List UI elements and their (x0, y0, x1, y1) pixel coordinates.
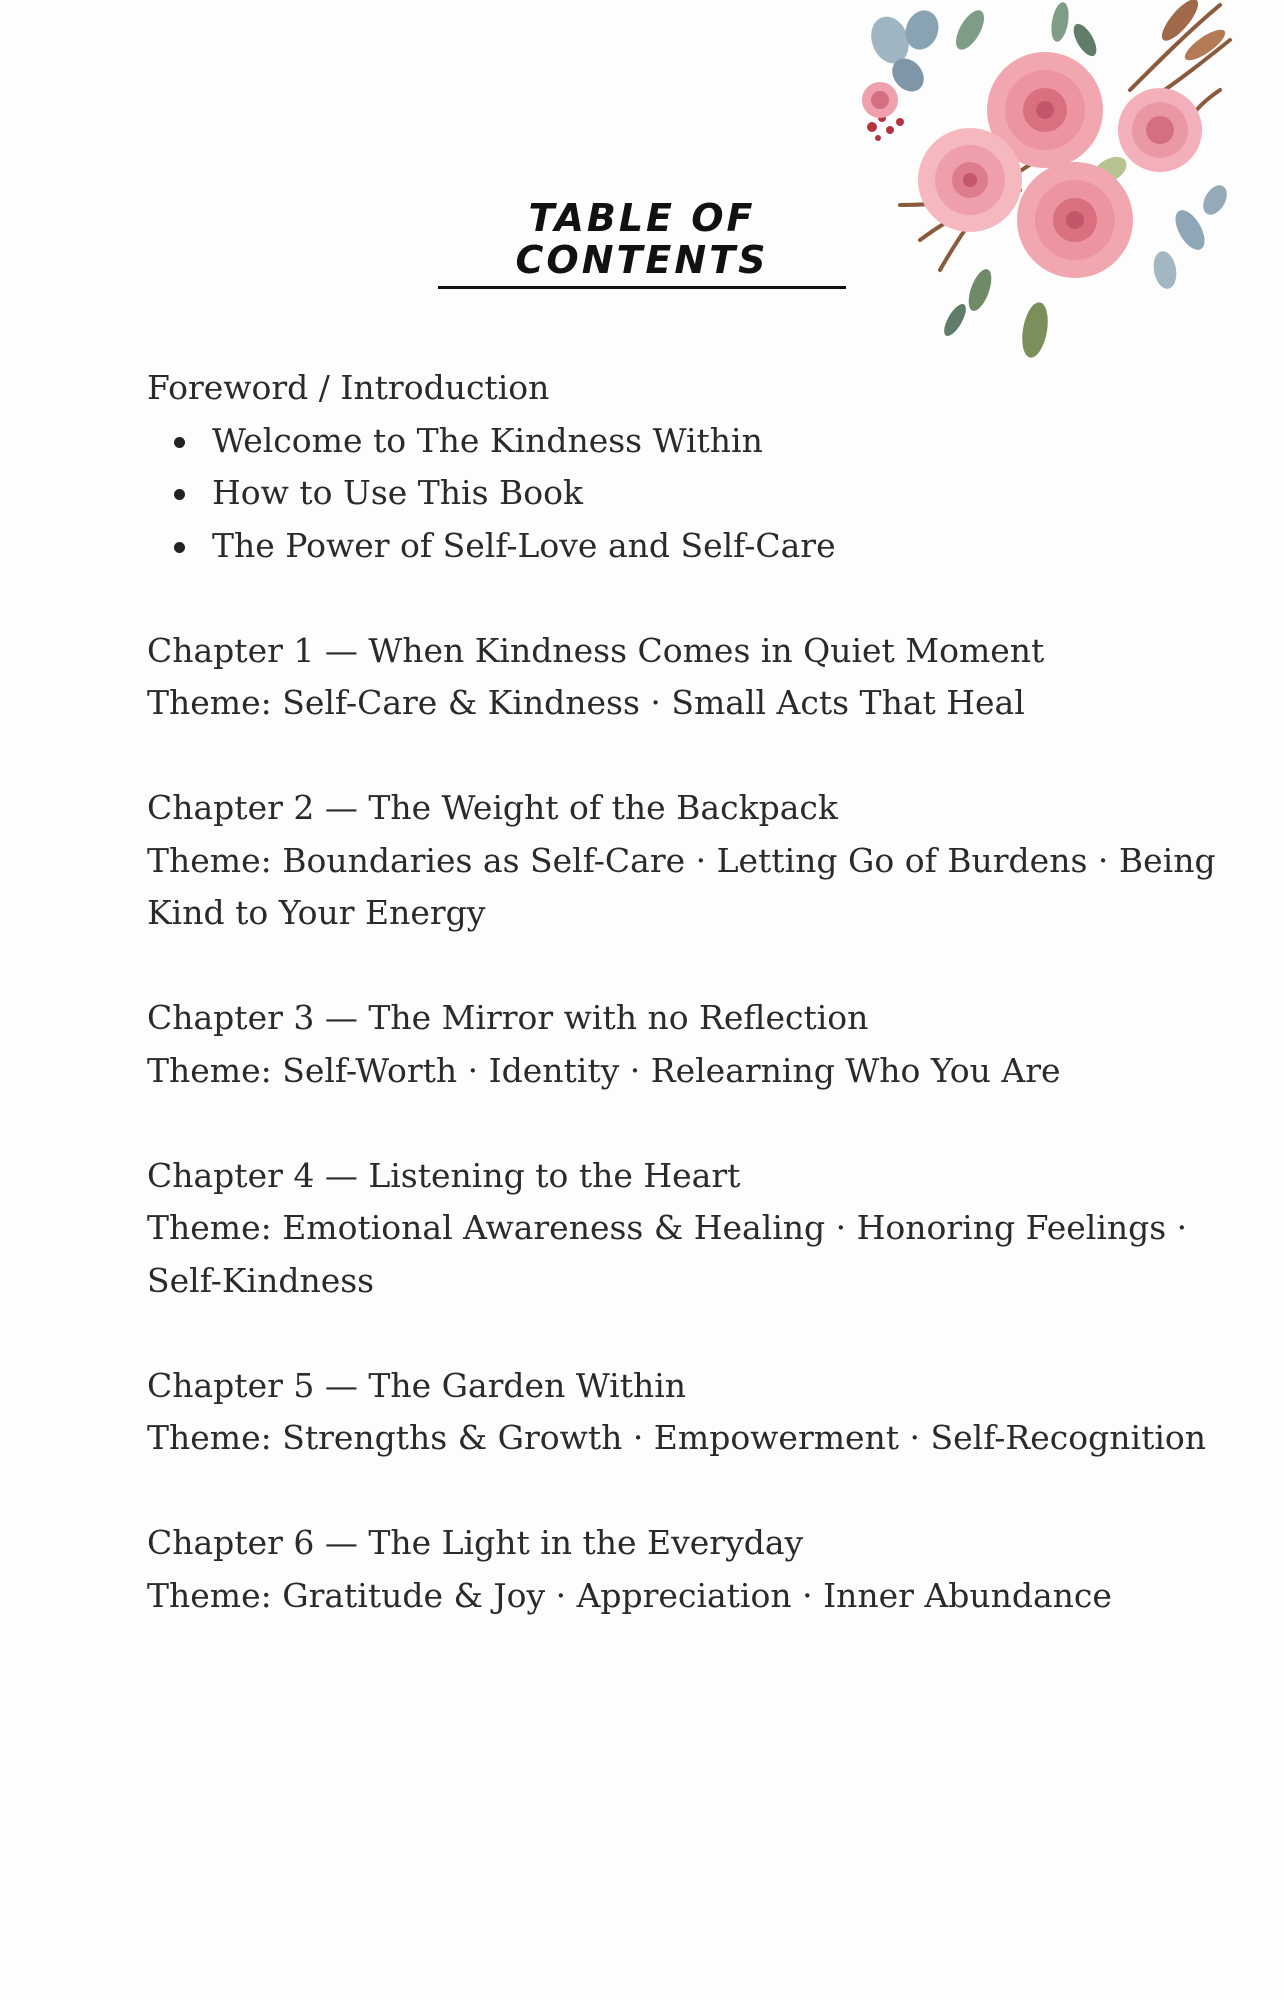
foreword-heading: Foreword / Introduction (147, 368, 550, 407)
chapter-theme-continued: Self-Kindness (147, 1260, 375, 1300)
list-item-label: The Power of Self-Love and Self-Care (212, 525, 836, 565)
spacer (147, 940, 1127, 993)
floral-bouquet-icon (860, 0, 1240, 390)
chapter-heading: Chapter 1 — When Kindness Comes in Quiet Moment (147, 630, 1045, 670)
foreword-section (147, 362, 1127, 572)
chapter-theme-continued: Kind to Your Energy (147, 893, 486, 932)
list-item-label: How to Use This Book (212, 473, 583, 512)
spacer (147, 1307, 1127, 1360)
chapter-theme: Theme: Boundaries as Self-Care · Letting Go of Burdens · Being (147, 840, 1216, 880)
bullet-icon (174, 489, 185, 500)
spacer (147, 1097, 1127, 1150)
chapter-1 (147, 625, 1127, 730)
berries (867, 114, 904, 141)
chapter-heading: Chapter 4 — Listening to the Heart (147, 1155, 741, 1195)
chapter-theme: Theme: Strengths & Growth · Empowerment · Self-Recognition (147, 1418, 1207, 1457)
chapter-theme: Theme: Gratitude & Joy · Appreciation · Inner Abundance (147, 1575, 1112, 1615)
chapter-6 (147, 1517, 1127, 1622)
chapter-theme: Theme: Self-Worth · Identity · Relearning Who You Are (147, 1050, 1061, 1090)
chapter-4 (147, 1150, 1188, 1308)
foreword-list (147, 415, 1127, 573)
bullet-icon (174, 542, 185, 553)
chapter-heading: Chapter 6 — The Light in the Everyday (147, 1523, 804, 1562)
chapter-heading: Chapter 3 — The Mirror with no Reflection (147, 998, 869, 1037)
spacer (147, 1465, 1127, 1518)
chapter-3 (147, 992, 1127, 1097)
toc-content (147, 362, 1216, 1622)
page-title: TABLE OF CONTENTS (438, 198, 846, 289)
chapter-2 (147, 782, 1216, 940)
list-item (147, 520, 1127, 573)
chapter-heading: Chapter 2 — The Weight of the Backpack (147, 788, 838, 827)
list-item (147, 467, 1127, 520)
chapter-theme: Theme: Emotional Awareness & Healing · Honoring Feelings · (147, 1208, 1188, 1247)
list-item-label: Welcome to The Kindness Within (212, 420, 763, 460)
spacer (147, 572, 1127, 625)
chapter-theme: Theme: Self-Care & Kindness · Small Acts That Heal (147, 683, 1025, 722)
chapter-heading: Chapter 5 — The Garden Within (147, 1365, 687, 1405)
chapter-5 (147, 1360, 1207, 1465)
list-item (147, 415, 1127, 468)
bullet-icon (174, 437, 185, 448)
spacer (147, 730, 1127, 783)
